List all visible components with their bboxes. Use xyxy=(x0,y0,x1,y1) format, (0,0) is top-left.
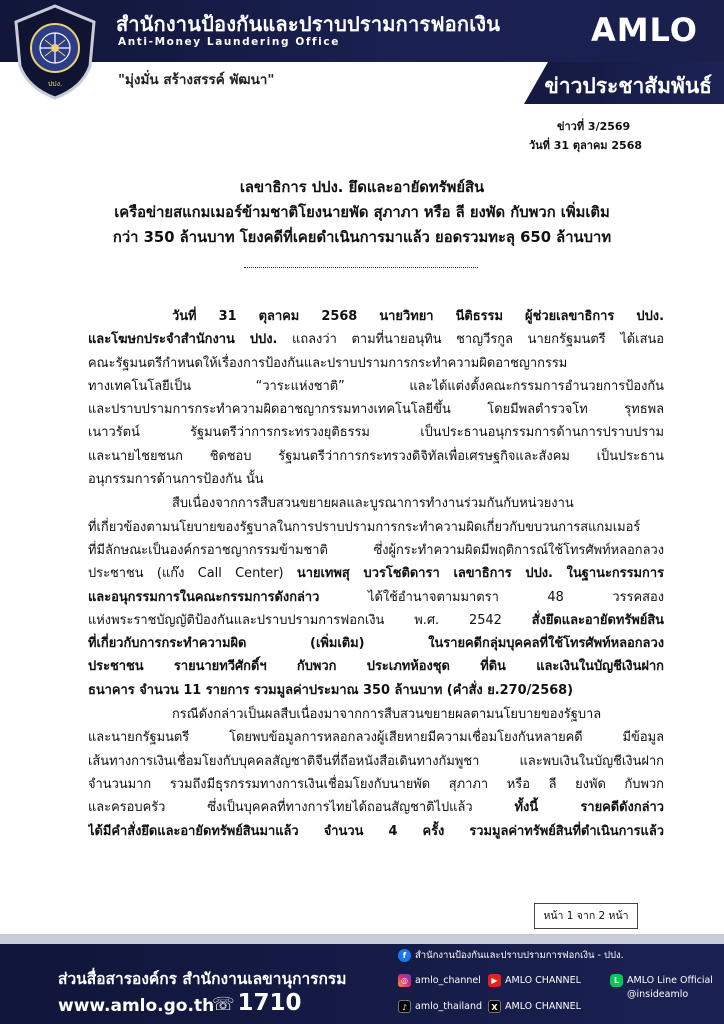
release-number: ข่าวที่ 3/2569 xyxy=(556,120,631,133)
body-line: สืบเนื่องจากการสืบสวนขยายผลและบูรณาการทำงานร่วมกันกับหน่วยงาน xyxy=(172,496,574,512)
body-text: และครอบครัว ซึ่งเป็นบุคคลที่ทางการไทยได้ถอนสัญชาติไปแล้ว xyxy=(88,800,515,816)
phone-icon: ☏ xyxy=(212,994,235,1015)
bold-text: นายเทพสุ บวรโชติดารา เลขาธิการ ปปง. ในฐานะกรรมการ xyxy=(296,566,664,582)
headline-line-3: กว่า 350 ล้านบาท โยงคดีที่เคยดำเนินการมาแล้ว ยอดรวมทะลุ 650 ล้านบาท xyxy=(112,229,612,246)
facebook-link[interactable] xyxy=(398,948,624,963)
line-id xyxy=(627,989,688,1000)
instagram-link[interactable] xyxy=(398,974,481,987)
facebook-label: สำนักงานป้องกันและปราบปรามการฟอกเงิน - ปปง. xyxy=(415,950,624,961)
x-link[interactable] xyxy=(488,1000,581,1013)
body-line: ที่เกี่ยวข้องตามนโยบายของรัฐบาลในการปราบปรามการกระทำความผิดเกี่ยวกับขบวนการสแกมเมอร์ xyxy=(88,519,641,535)
instagram-icon: ◎ xyxy=(398,974,411,987)
bold-text: และโฆษกประจำสำนักงาน ปปง. xyxy=(88,332,278,348)
header xyxy=(0,0,724,108)
footer-unit: ส่วนสื่อสารองค์กร สำนักงานเลขานุการกรม xyxy=(58,970,347,988)
body-text: ได้ใช้อำนาจตามมาตรา 48 วรรคสอง xyxy=(319,589,664,605)
body-line xyxy=(88,586,664,609)
bold-text: ทั้งนี้ รายคดีดังกล่าว xyxy=(514,800,664,816)
paragraph-2 xyxy=(88,492,664,702)
org-name-thai: สำนักงานป้องกันและปราบปรามการฟอกเงิน xyxy=(116,12,501,36)
body-line xyxy=(88,796,664,819)
headline-line-2: เครือข่ายสแกมเมอร์ข้ามชาติโยงนายพัด สุภาภา หรือ ลี ยงพัด กับพวก เพิ่มเติม xyxy=(114,204,610,221)
body-line: จำนวนมาก รวมถึงมีธุรกรรมทางการเงินเชื่อมโยงกับนายพัด สุภาภา หรือ ลี ยงพัด กับพวก xyxy=(88,776,664,792)
body-text: แถลงว่า ตามที่นายอนุทิน ชาญวีรกูล นายกรัฐมนตรี ได้เสนอ xyxy=(277,332,664,348)
body-line: และนายไชยชนก ชิดชอบ รัฐมนตรีว่าการกระทรวงดิจิทัลเพื่อเศรษฐกิจและสังคม เป็นประธาน xyxy=(88,448,664,464)
body-line: วันที่ 31 ตุลาคม 2568 นายวิทยา นีติธรรม ผู้ช่วยเลขาธิการ ปปง. xyxy=(172,309,664,324)
slogan: "มุ่งมั่น สร้างสรรค์ พัฒนา" xyxy=(118,72,275,88)
logo-caption: ปปง. xyxy=(47,80,63,88)
body-line: ได้มีคำสั่งยึดและอายัดทรัพย์สินมาแล้ว จำนวน 4 ครั้ง รวมมูลค่าทรัพย์สินที่ดำเนินการแล้ว xyxy=(88,823,664,839)
body-line: ประชาชน รายนายทวีศักดิ์ฯ กับพวก ประเภทห้องชุด ที่ดิน และเงินในบัญชีเงินฝาก xyxy=(88,659,664,675)
body-line xyxy=(88,328,664,351)
body-text: ประชาชน (แก๊ง Call Center) xyxy=(88,566,297,582)
x-label: AMLO CHANNEL xyxy=(505,1001,581,1012)
body-line: คณะรัฐมนตรีกำหนดให้เรื่องการป้องกันและปราบปรามการกระทำความผิดอาชญากรรม xyxy=(88,355,568,371)
title-divider xyxy=(244,267,478,268)
youtube-label: AMLO CHANNEL xyxy=(505,975,581,986)
tiktok-icon: ♪ xyxy=(398,1000,411,1013)
tiktok-label: amlo_thailand xyxy=(415,1001,482,1012)
line-id-text: @insideamlo xyxy=(627,989,689,1000)
article-body xyxy=(88,305,664,844)
website-link[interactable]: www.amlo.go.th xyxy=(58,996,215,1016)
tiktok-link[interactable] xyxy=(398,1000,482,1013)
facebook-icon: f xyxy=(398,949,411,962)
line-link[interactable] xyxy=(610,974,713,987)
youtube-link[interactable] xyxy=(488,974,581,987)
paragraph-1 xyxy=(88,305,664,491)
amlo-logo-text: AMLO xyxy=(590,11,698,49)
body-line xyxy=(88,562,664,585)
section-label: ข่าวประชาสัมพันธ์ xyxy=(544,74,712,98)
body-line: และปราบปรามการกระทำความผิดอาชญากรรมทางเทคโนโลยีขึ้น โดยมีพลตำรวจโท รุทธพล xyxy=(88,402,664,418)
headline-line-1: เลขาธิการ ปปง. ยึดและอายัดทรัพย์สิน xyxy=(239,179,485,196)
body-text: แห่งพระราชบัญญัติป้องกันและปราบปรามการฟอกเงิน พ.ศ. 2542 xyxy=(88,612,532,628)
page-indicator: หน้า 1 จาก 2 หน้า xyxy=(534,903,638,929)
body-line: ทางเทคโนโลยีเป็น “วาระแห่งชาติ” และได้แต่งตั้งคณะกรรมการอำนวยการป้องกัน xyxy=(88,378,664,394)
org-name-english: Anti-Money Laundering Office xyxy=(118,36,340,48)
bold-text: สั่งยึดและอายัดทรัพย์สิน xyxy=(531,612,664,628)
release-meta xyxy=(529,117,642,155)
bold-text: และอนุกรรมการในคณะกรรมการดังกล่าว xyxy=(88,589,320,605)
hotline-number: 1710 xyxy=(237,990,302,1016)
body-line: ที่เกี่ยวกับการกระทำความผิด (เพิ่มเติม) ในรายคดีกลุ่มบุคคลที่ใช้โทรศัพท์หลอกลวง xyxy=(88,636,664,652)
release-date: วันที่ 31 ตุลาคม 2568 xyxy=(528,139,642,152)
body-line: กรณีดังกล่าวเป็นผลสืบเนื่องมาจากการสืบสวนขยายผลตามนโยบายของรัฐบาล xyxy=(172,707,602,723)
line-label: AMLO Line Official xyxy=(627,975,713,986)
paragraph-3 xyxy=(88,703,664,843)
footer xyxy=(0,934,724,1024)
hotline[interactable] xyxy=(212,990,302,1016)
body-line: เนาวรัตน์ รัฐมนตรีว่าการกระทรวงยุติธรรม เป็นประธานอนุกรรมการด้านการปราบปราม xyxy=(88,425,664,441)
body-line: ธนาคาร จำนวน 11 รายการ รวมมูลค่าประมาณ 350 ล้านบาท (คำสั่ง ย.270/2568) xyxy=(88,682,574,698)
instagram-label: amlo_channel xyxy=(415,975,481,986)
amlo-emblem-icon xyxy=(12,4,98,100)
x-icon: X xyxy=(488,1000,501,1013)
youtube-icon: ▶ xyxy=(488,974,501,987)
footer-stripe xyxy=(0,934,724,944)
body-line: เส้นทางการเงินเชื่อมโยงกับบุคคลสัญชาติจีนที่ถือหนังสือเดินทางกัมพูชา และพบเงินในบัญชีเงินฝาก xyxy=(88,753,664,769)
line-icon: L xyxy=(610,974,623,987)
body-line: ที่มีลักษณะเป็นองค์กรอาชญากรรมข้ามชาติ ซึ่งผู้กระทำความผิดมีพฤติการณ์ใช้โทรศัพท์หลอกลวง xyxy=(88,542,664,558)
body-line: อนุกรรมการด้านการป้องกัน นั้น xyxy=(88,472,264,488)
headline xyxy=(40,175,684,250)
body-line xyxy=(88,609,664,632)
body-line: และนายกรัฐมนตรี โดยพบข้อมูลการหลอกลวงผู้เสียหายมีความเชื่อมโยงกันหลายคดี มีข้อมูล xyxy=(88,730,664,746)
